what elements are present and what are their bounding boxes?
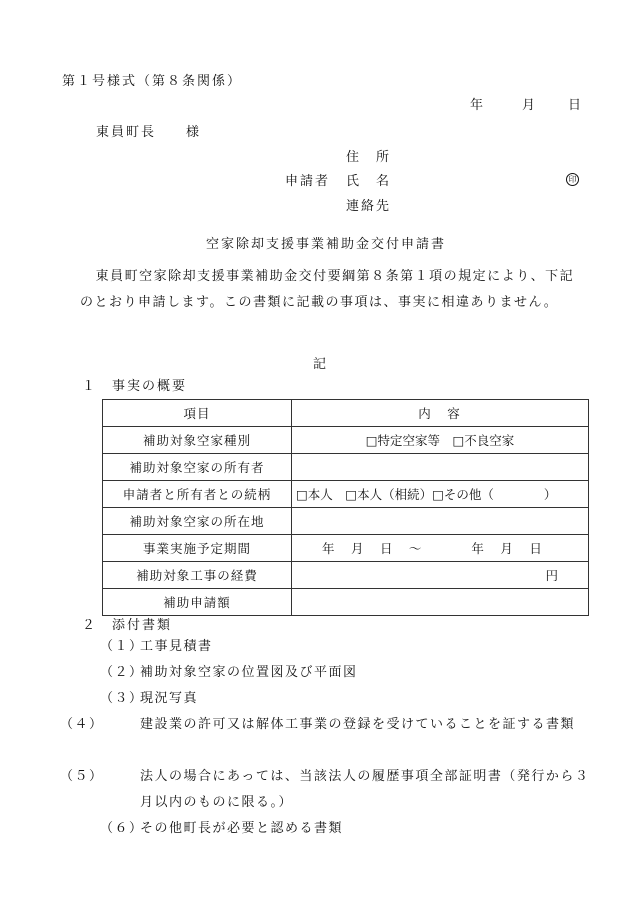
attachment-item bbox=[100, 660, 590, 686]
attachment-text: 工事見積書 bbox=[140, 639, 213, 654]
header-content: 内 容 bbox=[292, 400, 589, 427]
row-label: 補助対象空家種別 bbox=[103, 427, 292, 454]
attachment-item bbox=[100, 686, 590, 712]
row-value: 年 月 日 〜 年 月 日 bbox=[292, 535, 589, 562]
attachment-text: 法人の場合にあっては、当該法人の履歴事項全部証明書（発行から３月以内のものに限る。） bbox=[140, 769, 590, 810]
address-label: 住 所 bbox=[346, 150, 392, 165]
summary-table bbox=[102, 399, 589, 616]
attachment-number: （６） bbox=[100, 821, 144, 836]
row-value bbox=[292, 589, 589, 616]
row-label: 申請者と所有者との続柄 bbox=[103, 481, 292, 508]
table-header-row bbox=[103, 400, 589, 427]
name-label: 氏 名 bbox=[346, 174, 392, 189]
row-label: 事業実施予定期間 bbox=[103, 535, 292, 562]
row-label: 補助対象工事の経費 bbox=[103, 562, 292, 589]
attachment-item bbox=[100, 816, 590, 842]
seal-mark: 印 bbox=[566, 171, 579, 186]
row-value bbox=[292, 508, 589, 535]
table-row bbox=[103, 427, 589, 454]
row-value: □本人 □本人（相続）□その他（ ） bbox=[292, 481, 589, 508]
contact-label: 連絡先 bbox=[346, 199, 392, 214]
row-value: 円 bbox=[292, 562, 589, 589]
table-row bbox=[103, 481, 589, 508]
row-value bbox=[292, 454, 589, 481]
attachment-number: （５） bbox=[60, 769, 104, 784]
ki-heading: 記 bbox=[313, 357, 327, 372]
table-row bbox=[103, 454, 589, 481]
date-month: 月 bbox=[522, 98, 536, 113]
row-value: □特定空家等 □不良空家 bbox=[292, 427, 589, 454]
table-row bbox=[103, 535, 589, 562]
attachment-item bbox=[100, 634, 590, 660]
document-title: 空家除却支援事業補助金交付申請書 bbox=[206, 237, 447, 252]
date-year: 年 bbox=[470, 98, 484, 113]
addressee: 東員町長 様 bbox=[96, 125, 202, 140]
form-number: 第１号様式（第８条関係） bbox=[62, 74, 243, 89]
attachment-number: （３） bbox=[100, 691, 144, 706]
attachment-text: 補助対象空家の位置図及び平面図 bbox=[140, 665, 358, 680]
date-day: 日 bbox=[568, 98, 582, 113]
section1-heading: １ 事実の概要 bbox=[82, 379, 188, 394]
attachment-text: 建設業の許可又は解体工事業の登録を受けていることを証する書類 bbox=[140, 717, 576, 732]
table-row bbox=[103, 589, 589, 616]
table-row bbox=[103, 508, 589, 535]
attachment-text: その他町長が必要と認める書類 bbox=[140, 821, 344, 836]
intro-paragraph: 東員町空家除却支援事業補助金交付要綱第８条第１項の規定により、下記のとおり申請します。この書類に記載の事項は、事実に相違ありません。 bbox=[80, 269, 575, 310]
applicant-role-label: 申請者 bbox=[285, 174, 331, 189]
row-label: 補助対象空家の所在地 bbox=[103, 508, 292, 535]
header-item: 項目 bbox=[103, 400, 292, 427]
row-label: 補助対象空家の所有者 bbox=[103, 454, 292, 481]
row-label: 補助申請額 bbox=[103, 589, 292, 616]
attachment-item bbox=[60, 764, 590, 816]
attachment-item bbox=[60, 712, 590, 738]
attachment-number: （４） bbox=[60, 717, 104, 732]
table-row bbox=[103, 562, 589, 589]
section2-heading: ２ 添付書類 bbox=[82, 618, 173, 633]
attachment-number: （１） bbox=[100, 639, 144, 654]
attachment-number: （２） bbox=[100, 665, 144, 680]
attachment-text: 現況写真 bbox=[140, 691, 199, 706]
